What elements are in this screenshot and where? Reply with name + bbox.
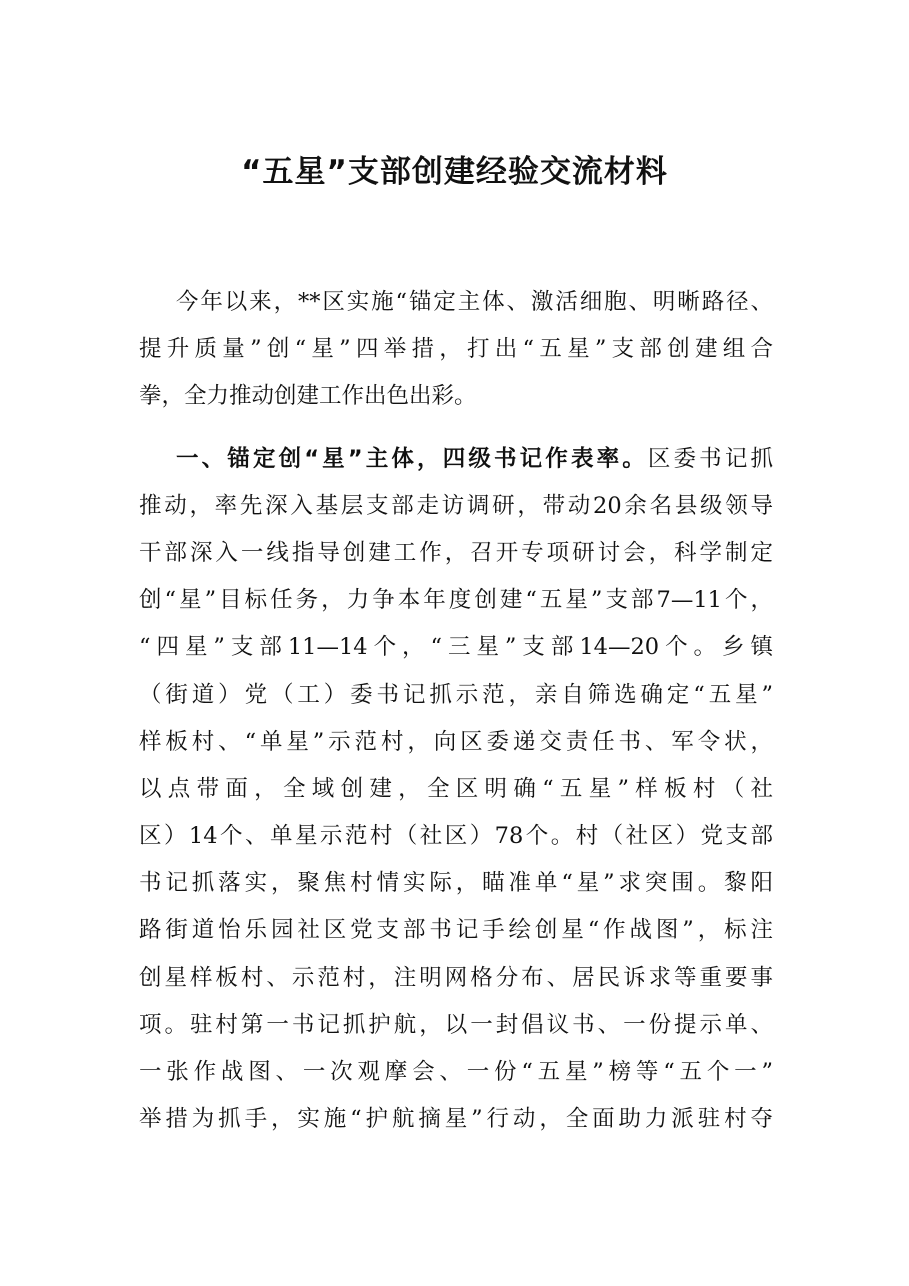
paragraph-line: 创“星”目标任务，力争本年度创建“五星”支部7—11个， (139, 587, 773, 614)
paragraph-line: 推动，率先深入基层支部走访调研，带动20余名县级领导 (139, 492, 773, 519)
paragraph-line: 以点带面，全域创建，全区明确“五星”样板村（社 (139, 775, 773, 802)
paragraph-line: 举措为抓手，实施“护航摘星”行动，全面助力派驻村夺 (139, 1106, 773, 1133)
paragraph-line: 路街道怡乐园社区党支部书记手绘创星“作战图”，标注 (139, 917, 773, 944)
section-heading: 一、锚定创“星”主体，四级书记作表率。 (176, 445, 648, 472)
paragraph-gap (139, 421, 773, 436)
paragraph-line: 干部深入一线指导创建工作，召开专项研讨会，科学制定 (139, 539, 773, 566)
paragraph-line: 书记抓落实，聚焦村情实际，瞄准单“星”求突围。黎阳 (139, 870, 773, 897)
paragraph-line: 样板村、“单星”示范村，向区委递交责任书、军令状， (139, 728, 773, 755)
paragraph-line: 项。驻村第一书记抓护航，以一封倡议书、一份提示单、 (139, 1011, 773, 1038)
section-1-paragraph (139, 436, 773, 1144)
paragraph-line: 一张作战图、一次观摩会、一份“五星”榜等“五个一” (139, 1059, 773, 1085)
intro-paragraph (139, 279, 773, 421)
paragraph-line: “四星”支部11—14个，“三星”支部14—20个。乡镇 (139, 634, 773, 661)
paragraph-line: 创星样板村、示范村，注明网格分布、居民诉求等重要事 (139, 964, 773, 991)
document-body (139, 279, 773, 1143)
section-heading-rest: 区委书记抓 (647, 445, 773, 472)
paragraph-line: 提升质量”创“星”四举措，打出“五星”支部创建组合 (139, 336, 773, 363)
paragraph-line: 今年以来，**区实施“锚定主体、激活细胞、明晰路径、 (176, 289, 773, 315)
paragraph-line: （街道）党（工）委书记抓示范，亲自筛选确定“五星” (139, 681, 773, 708)
paragraph-line: 区）14个、单星示范村（社区）78个。村（社区）党支部 (139, 823, 773, 850)
paragraph-line: 拳，全力推动创建工作出色出彩。 (139, 383, 477, 410)
paragraph-line (139, 436, 773, 483)
document-title: “五星”支部创建经验交流材料 (241, 154, 668, 190)
